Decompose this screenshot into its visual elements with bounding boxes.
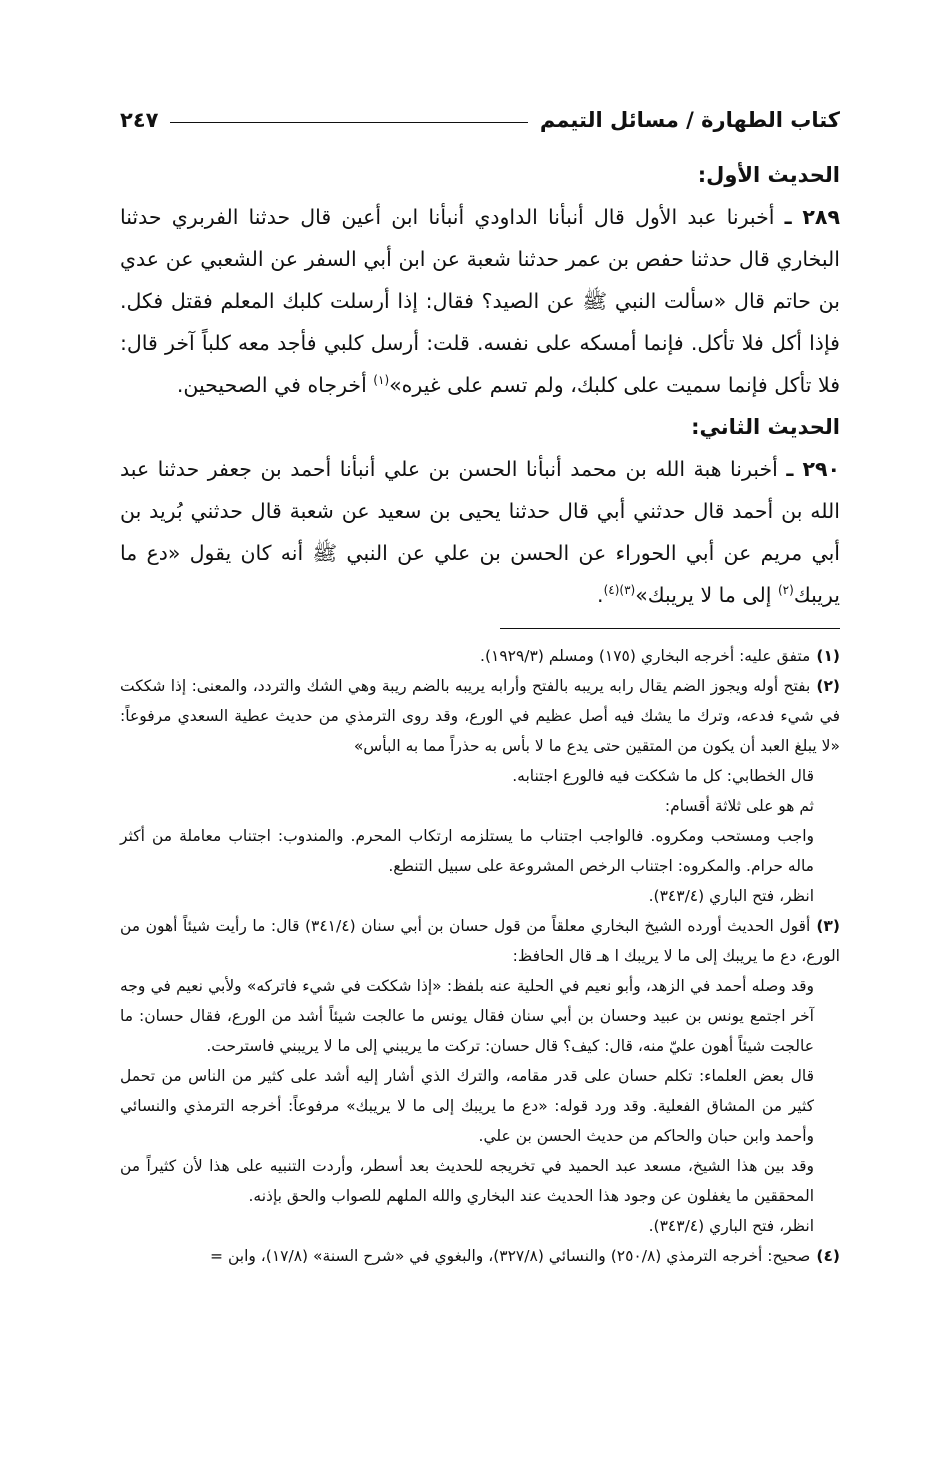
footnote-text: قال بعض العلماء: تكلم حسان على قدر مقامه، والترك الذي أشار إليه أشد على كثير من الناس من تحمل كثير من المشاق الفعلية. وقد ورد قوله: «دع ما يريبك إلى ما لا يريبك» مرفوعاً: أخرجه الترمذي والنسائي وأحمد وابن حبان والحاكم من حديث الحسن بن علي. bbox=[120, 1067, 814, 1145]
book-page bbox=[120, 100, 840, 1271]
hadith-tail: أخرجاه في الصحيحين. bbox=[176, 373, 374, 397]
hadith-text: أخبرنا هبة الله بن محمد أنبأنا الحسن بن علي أنبأنا أحمد بن جعفر حدثنا عبد الله بن أحمد قال حدثني أبي قال حدثنا يحيى بن سعيد عن شعبة قال حدثني بُريد بن أبي مريم عن أبي الحوراء عن الحسن بن علي عن النبي ﷺ أنه كان يقول «دع ما يريبك bbox=[120, 457, 840, 607]
footnote bbox=[120, 1241, 840, 1271]
footnote-separator bbox=[500, 628, 840, 629]
footnote-text: وقد وصله أحمد في الزهد، وأبو نعيم في الحلية عنه بلفظ: «إذا شككت في شيء فاتركه» ولأبي نعيم في وجه آخر اجتمع يونس بن عبيد وحسان بن أبي سنان فقال يونس ما عالجت شيئاً أشد من الورع، فقال حسان: ما عالجت شيئاً أهون عليّ منه، قال: كيف؟ قال حسان: تركت ما يريبني إلى ما لا يريبني فاسترحت. bbox=[120, 977, 814, 1055]
section-heading: الحديث الأول: bbox=[697, 163, 840, 187]
footnote-text: انظر، فتح الباري (٣٤٣/٤). bbox=[648, 887, 814, 905]
footnote bbox=[120, 671, 840, 761]
footnote-separator-wrap bbox=[120, 628, 840, 629]
main-text bbox=[120, 154, 840, 616]
footnote-text: قال الخطابي: كل ما شككت فيه فالورع اجتنابه. bbox=[512, 767, 814, 785]
footnote-number: (٢) bbox=[816, 677, 840, 695]
footnote-ref: (٢) bbox=[777, 583, 794, 598]
hadith-text: أخبرنا عبد الأول قال أنبأنا الداودي أنبأنا ابن أعين قال حدثنا الفربري حدثنا البخاري قال حدثنا حفص بن عمر حدثنا شعبة عن ابن أبي السفر عن الشعبي عن عدي بن حاتم قال «سألت النبي ﷺ عن الصيد؟ فقال: إذا أرسلت كلبك المعلم فقتل فكل. فإذا أكل فلا تأكل. فإنما أمسكه على نفسه. قلت: أرسل كلبي فأجد معه كلباً آخر قال: فلا تأكل فإنما سميت على كلبك، ولم تسم على غيره» bbox=[120, 205, 840, 397]
footnote-text: بفتح أوله ويجوز الضم يقال رابه يريبه بالفتح وأرابه يريبه بالضم ريبة وهي الشك والتردد، والمعنى: إذا شككت في شيء فدعه، وترك ما يشك فيه أصل عظيم في الورع، وقد روى الترمذي من حديث عطية السعدي مرفوعاً: «لا يبلغ العبد أن يكون من المتقين حتى يدع ما لا بأس به حذراً مما به البأس» bbox=[120, 677, 840, 755]
footnote-text: صحيح: أخرجه الترمذي (٢٥٠/٨) والنسائي (٣٢٧/٨)، والبغوي في «شرح السنة» (١٧/٨)، وابن = bbox=[210, 1247, 811, 1265]
footnote-number: (٤) bbox=[816, 1247, 840, 1265]
footnote-number: (١) bbox=[816, 647, 840, 665]
header-rule bbox=[170, 122, 527, 123]
section-heading: الحديث الثاني: bbox=[691, 415, 840, 439]
running-title: كتاب الطهارة / مسائل التيمم bbox=[539, 108, 840, 132]
footnotes bbox=[120, 641, 840, 1271]
footnote-text: أقول الحديث أورده الشيخ البخاري معلقاً من قول حسان بن أبي سنان (٣٤١/٤) قال: ما رأيت شيئاً أهون من الورع، دع ما يريبك إلى ما لا يريبك ا هـ قال الحافظ: bbox=[120, 917, 840, 965]
footnote-text: انظر، فتح الباري (٣٤٣/٤). bbox=[648, 1217, 814, 1235]
hadith-paragraph bbox=[120, 196, 840, 406]
hadith-end: . bbox=[597, 583, 604, 607]
hadith-tail: إلى ما لا يريبك» bbox=[635, 583, 778, 607]
footnote-text: ثم هو على ثلاثة أقسام: bbox=[664, 797, 814, 815]
footnote-ref: (١) bbox=[373, 373, 390, 388]
hadith-number: ٢٩٠ ـ bbox=[786, 457, 840, 481]
page-number: ٢٤٧ bbox=[120, 108, 159, 132]
footnote-text: متفق عليه: أخرجه البخاري (١٧٥) ومسلم (١٩٢٩/٣). bbox=[480, 647, 811, 665]
hadith-number: ٢٨٩ ـ bbox=[784, 205, 840, 229]
hadith-paragraph bbox=[120, 448, 840, 616]
footnote-text: واجب ومستحب ومكروه. فالواجب اجتناب ما يستلزمه ارتكاب المحرم. والمندوب: اجتناب معاملة من أكثر ماله حرام. والمكروه: اجتناب الرخص المشروعة على سبيل التنطع. bbox=[120, 827, 814, 875]
running-header bbox=[120, 100, 840, 140]
footnote-ref: (٣)(٤) bbox=[603, 583, 636, 598]
footnote-text: وقد بين هذا الشيخ، مسعد عبد الحميد في تخريجه للحديث بعد أسطر، وأردت التنبيه على هذا لأن كثيراً من المحققين ما يغفلون عن وجود هذا الحديث عند البخاري والله الملهم للصواب والحق بإذنه. bbox=[120, 1157, 814, 1205]
footnote-number: (٣) bbox=[816, 917, 840, 935]
footnote bbox=[120, 911, 840, 971]
footnote bbox=[120, 641, 840, 671]
